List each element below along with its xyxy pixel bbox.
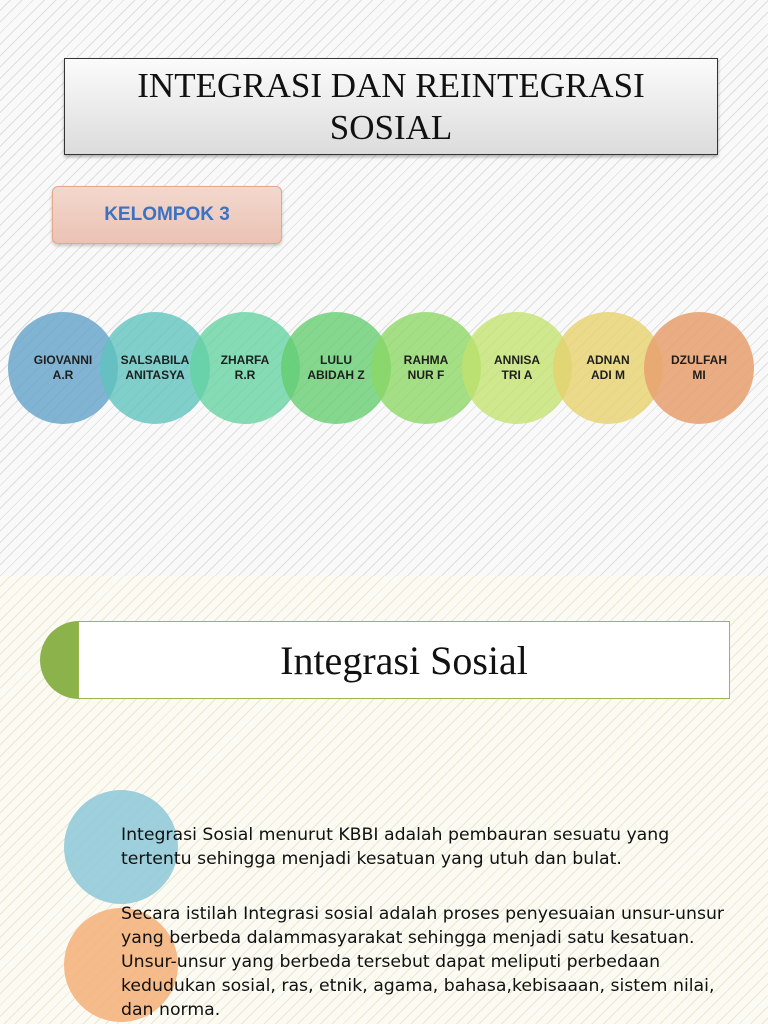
group-label-box	[52, 186, 282, 244]
member-name: ADNAN ADI M	[586, 353, 630, 382]
member-name: DZULFAH MI	[671, 353, 727, 382]
section-title-box	[78, 621, 730, 699]
member-name: LULU ABIDAH Z	[307, 353, 365, 382]
title-box	[64, 58, 718, 155]
definition-paragraph-kbbi: Integrasi Sosial menurut KBBI adalah pembauran sesuatu yang tertentu sehingga menjadi kesatuan yang utuh dan bulat.	[121, 825, 670, 869]
slide-title: INTEGRASI DAN REINTEGRASI SOSIAL	[137, 65, 645, 147]
member-name: RAHMA NUR F	[403, 353, 449, 382]
member-name: SALSABILA ANITASYA	[120, 353, 190, 382]
section-title: Integrasi Sosial	[280, 637, 528, 683]
definition-paragraph-istilah: Secara istilah Integrasi sosial adalah proses penyesuaian unsur-unsur yang berbeda dalammasyarakat sehingga menjadi satu kesatuan. Unsur-unsur yang berbeda tersebut dapat meliputi perbedaan kedudukan sosial, ras, etnik, agama, bahasa,kebisaaan, sistem nilai, dan norma.	[121, 904, 725, 1020]
member-name: GIOVANNI A.R	[33, 353, 93, 382]
member-name: ZHARFA R.R	[220, 353, 270, 382]
member-circle	[644, 312, 754, 424]
member-name: ANNISA TRI A	[493, 353, 540, 382]
group-label: KELOMPOK 3	[104, 204, 230, 225]
